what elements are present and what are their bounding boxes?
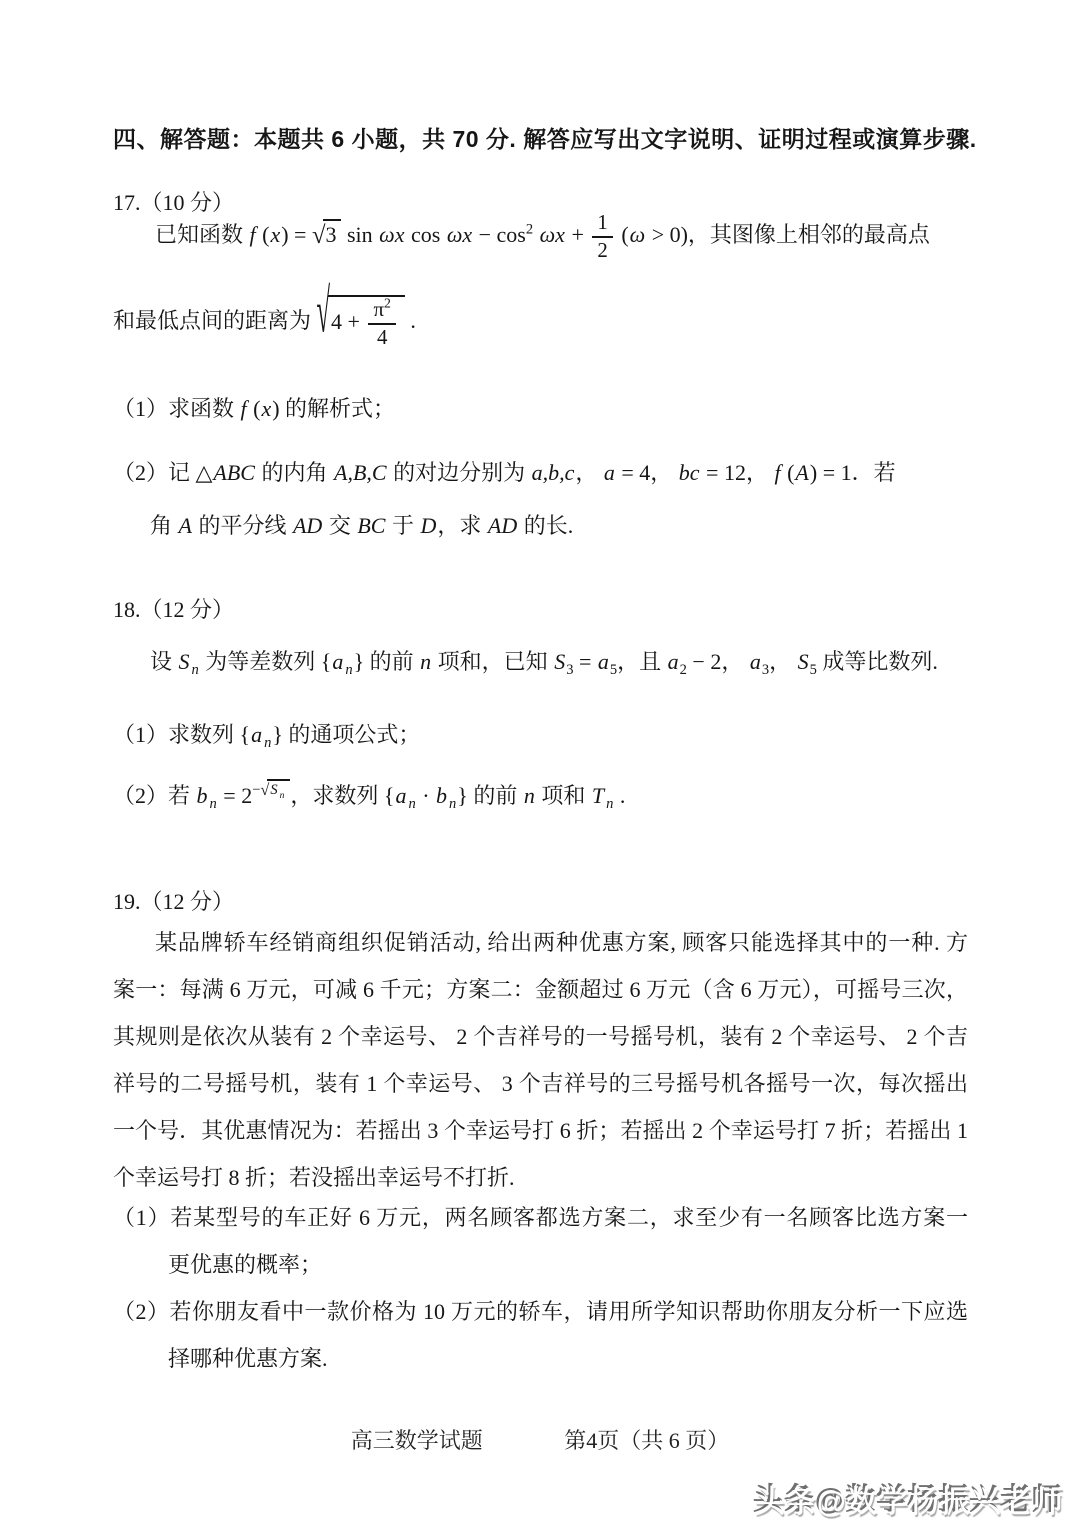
section-four-header: 四、解答题：本题共 6 小题，共 70 分. 解答应写出文字说明、证明过程或演算步骤. [113, 126, 977, 152]
q17-intro-line1: 已知函数 f (x) = √3 sin ωx $\cos \omega x - \cos^2 \omega x$ + $\frac{1}{2}$ (ω > 0)，其图像上相邻的最高点 [155, 210, 930, 262]
q17-intro-line2: 和最低点间的距离为 √4 + $\frac{\pi^2}{4}$ . [113, 279, 416, 349]
q19-para-line4: 祥号的二号摇号机，装有 1 个幸运号、 3 个吉祥号的三号摇号机各摇号一次，每次摇出 [113, 1071, 968, 1096]
q18-number: 18.（12 分） [113, 597, 235, 622]
q17-number: 17.（10 分） [113, 190, 235, 215]
q18-part1: （1）求数列 {a $_n$} 的通项公式； [113, 722, 421, 752]
page-footer [0, 1424, 1080, 1455]
q17-part2-line1: （2）记 △ABC 的内角 A,B,C 的对边分别为 a,b,c， a = 4， bc = 12， f (A) = 1．若 [113, 460, 896, 485]
q19-part2-line1: （2）若你朋友看中一款价格为 10 万元的轿车，请用所学知识帮助你朋友分析一下应选 [113, 1299, 968, 1324]
q17-part2-line2: 角 A 的平分线 AD 交 BC 于 D，求 AD 的长. [150, 513, 574, 538]
q19-para-line2: 案一：每满 6 万元，可减 6 千元；方案二：金额超过 6 万元（含 6 万元），可摇号三次， [113, 977, 968, 1002]
q19-number: 19.（12 分） [113, 889, 235, 914]
q18-intro: 设 S $_n$ 为等差数列 {a $_n$} 的前 n 项和，已知 $S_3 = a_5$，且 $a_2 - 2$， $a_3$， $S_5$ 成等比数列. [150, 649, 938, 679]
q19-part1-line2: 更优惠的概率； [168, 1252, 323, 1277]
q18-part2: （2）若 b $_n = 2^{-√S _n}$ ，求数列 {a $_n$ · b $_n$} 的前 n 项和 T $_n$ . [113, 781, 626, 813]
footer-doc-title: 高三数学试题 [350, 1428, 483, 1453]
q19-part2-line2: 择哪种优惠方案. [168, 1346, 328, 1371]
q19-part1-line1: （1）若某型号的车正好 6 万元，两名顾客都选方案二，求至少有一名顾客比选方案一 [113, 1205, 968, 1230]
watermark: 头条@数学杨振兴老师 [754, 1486, 1064, 1519]
footer-page-info: 第4页（共 6 页） [564, 1428, 730, 1453]
q19-para-line1: 某品牌轿车经销商组织促销活动, 给出两种优惠方案, 顾客只能选择其中的一种. 方 [155, 930, 968, 955]
q19-para-line6: 个幸运号打 8 折；若没摇出幸运号不打折. [113, 1165, 515, 1190]
q19-para-line3: 其规则是依次从装有 2 个幸运号、 2 个吉祥号的一号摇号机，装有 2 个幸运号、 2 个吉 [113, 1024, 968, 1049]
q19-para-line5: 一个号．其优惠情况为：若摇出 3 个幸运号打 6 折；若摇出 2 个幸运号打 7 折；若摇出 1 [113, 1118, 968, 1143]
q17-part1: （1）求函数 f (x) 的解析式； [113, 396, 396, 421]
